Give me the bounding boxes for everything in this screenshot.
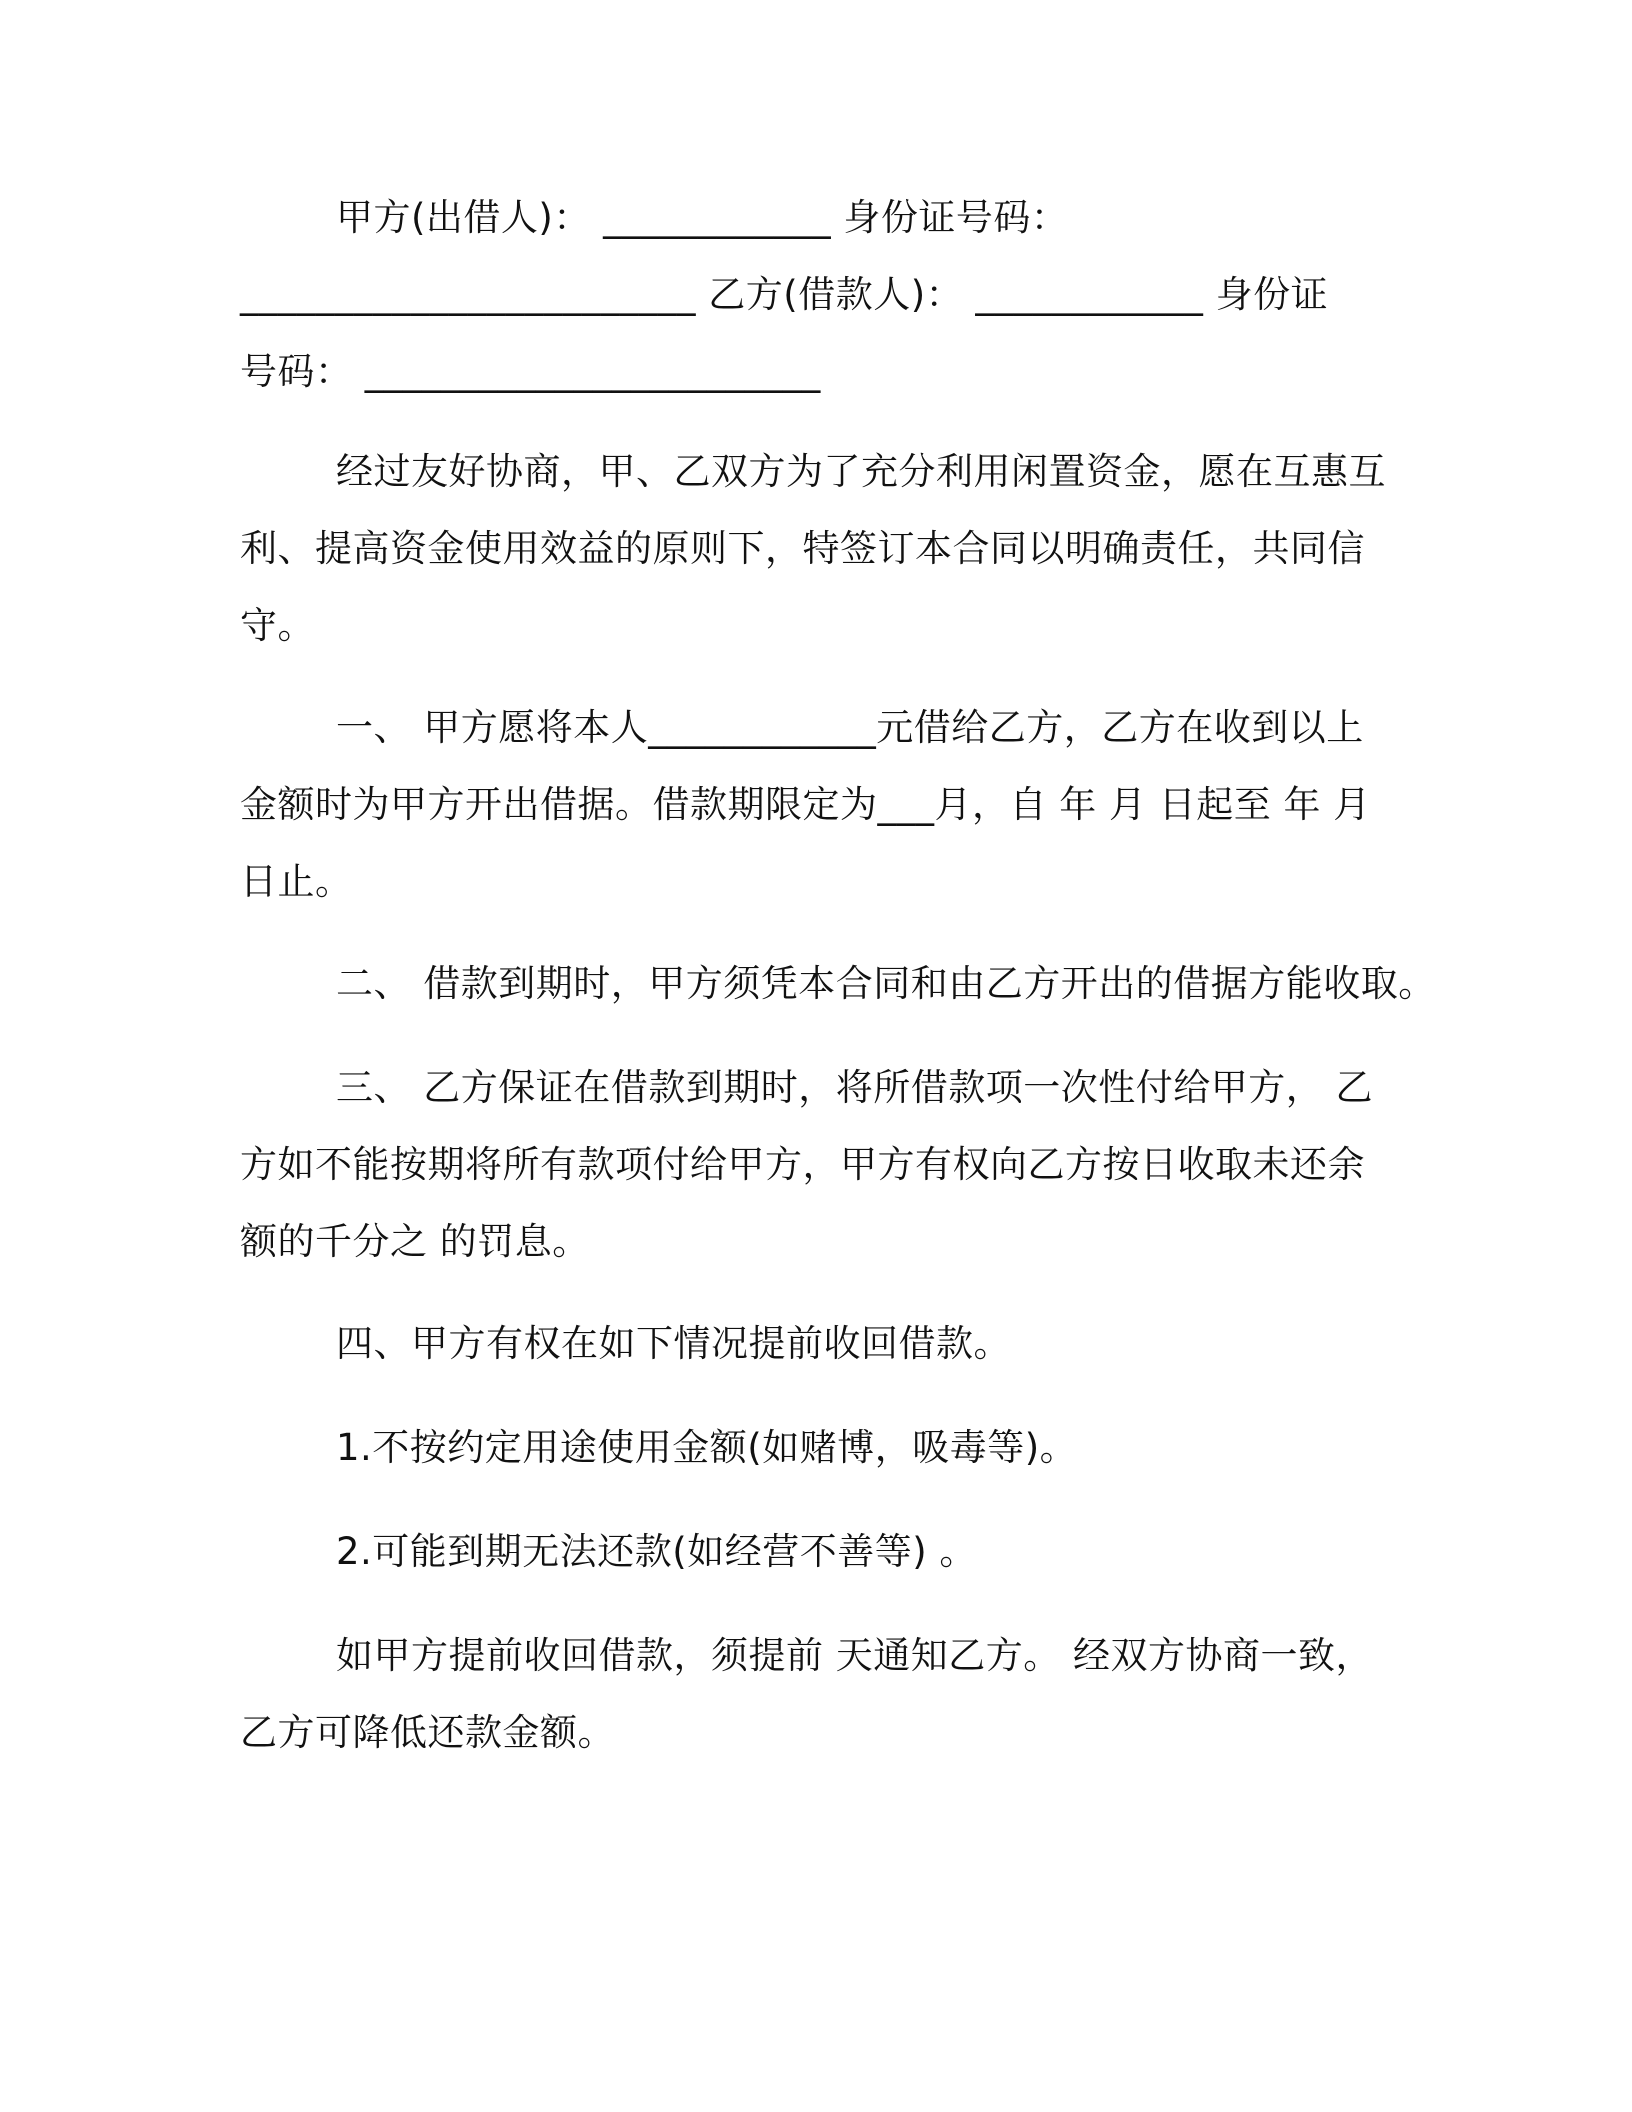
clause-3-line-3: 额的千分之 的罚息。 (240, 1220, 590, 1263)
clause-1-line-3: 日止。 (240, 860, 353, 903)
clause-4-item-1: 1.不按约定用途使用金额(如赌博，吸毒等)。 (336, 1426, 1078, 1469)
clause-4-line: 四、甲方有权在如下情况提前收回借款。 (336, 1322, 1011, 1365)
early-recall-line-1: 如甲方提前收回借款，须提前 天通知乙方。 经双方协商一致， (336, 1634, 1374, 1677)
clause-1-line-2: 金额时为甲方开出借据。借款期限定为___月，自 年 月 日起至 年 月 (240, 783, 1371, 826)
party-b-line: ________________________ 乙方(借款人)： ____________ 身份证 (240, 273, 1329, 316)
clause-1-line-1: 一、 甲方愿将本人____________元借给乙方，乙方在收到以上 (336, 706, 1364, 749)
early-recall-line-2: 乙方可降低还款金额。 (240, 1711, 615, 1754)
preamble-line-3: 守。 (240, 604, 315, 647)
clause-2-line: 二、 借款到期时，甲方须凭本合同和由乙方开出的借据方能收取。 (336, 962, 1436, 1005)
preamble-line-1: 经过友好协商，甲、乙双方为了充分利用闲置资金，愿在互惠互 (336, 450, 1386, 493)
party-a-line: 甲方(出借人)： ____________ 身份证号码： (336, 196, 1069, 239)
clause-3-line-2: 方如不能按期将所有款项付给甲方，甲方有权向乙方按日收取未还余 (240, 1143, 1365, 1186)
preamble-line-2: 利、提高资金使用效益的原则下，特签订本合同以明确责任，共同信 (240, 527, 1365, 570)
clause-3-line-1: 三、 乙方保证在借款到期时，将所借款项一次性付给甲方， 乙 (336, 1066, 1374, 1109)
party-b-id-line: 号码： ________________________ (240, 350, 821, 393)
clause-4-item-2: 2.可能到期无法还款(如经营不善等) 。 (336, 1530, 977, 1573)
